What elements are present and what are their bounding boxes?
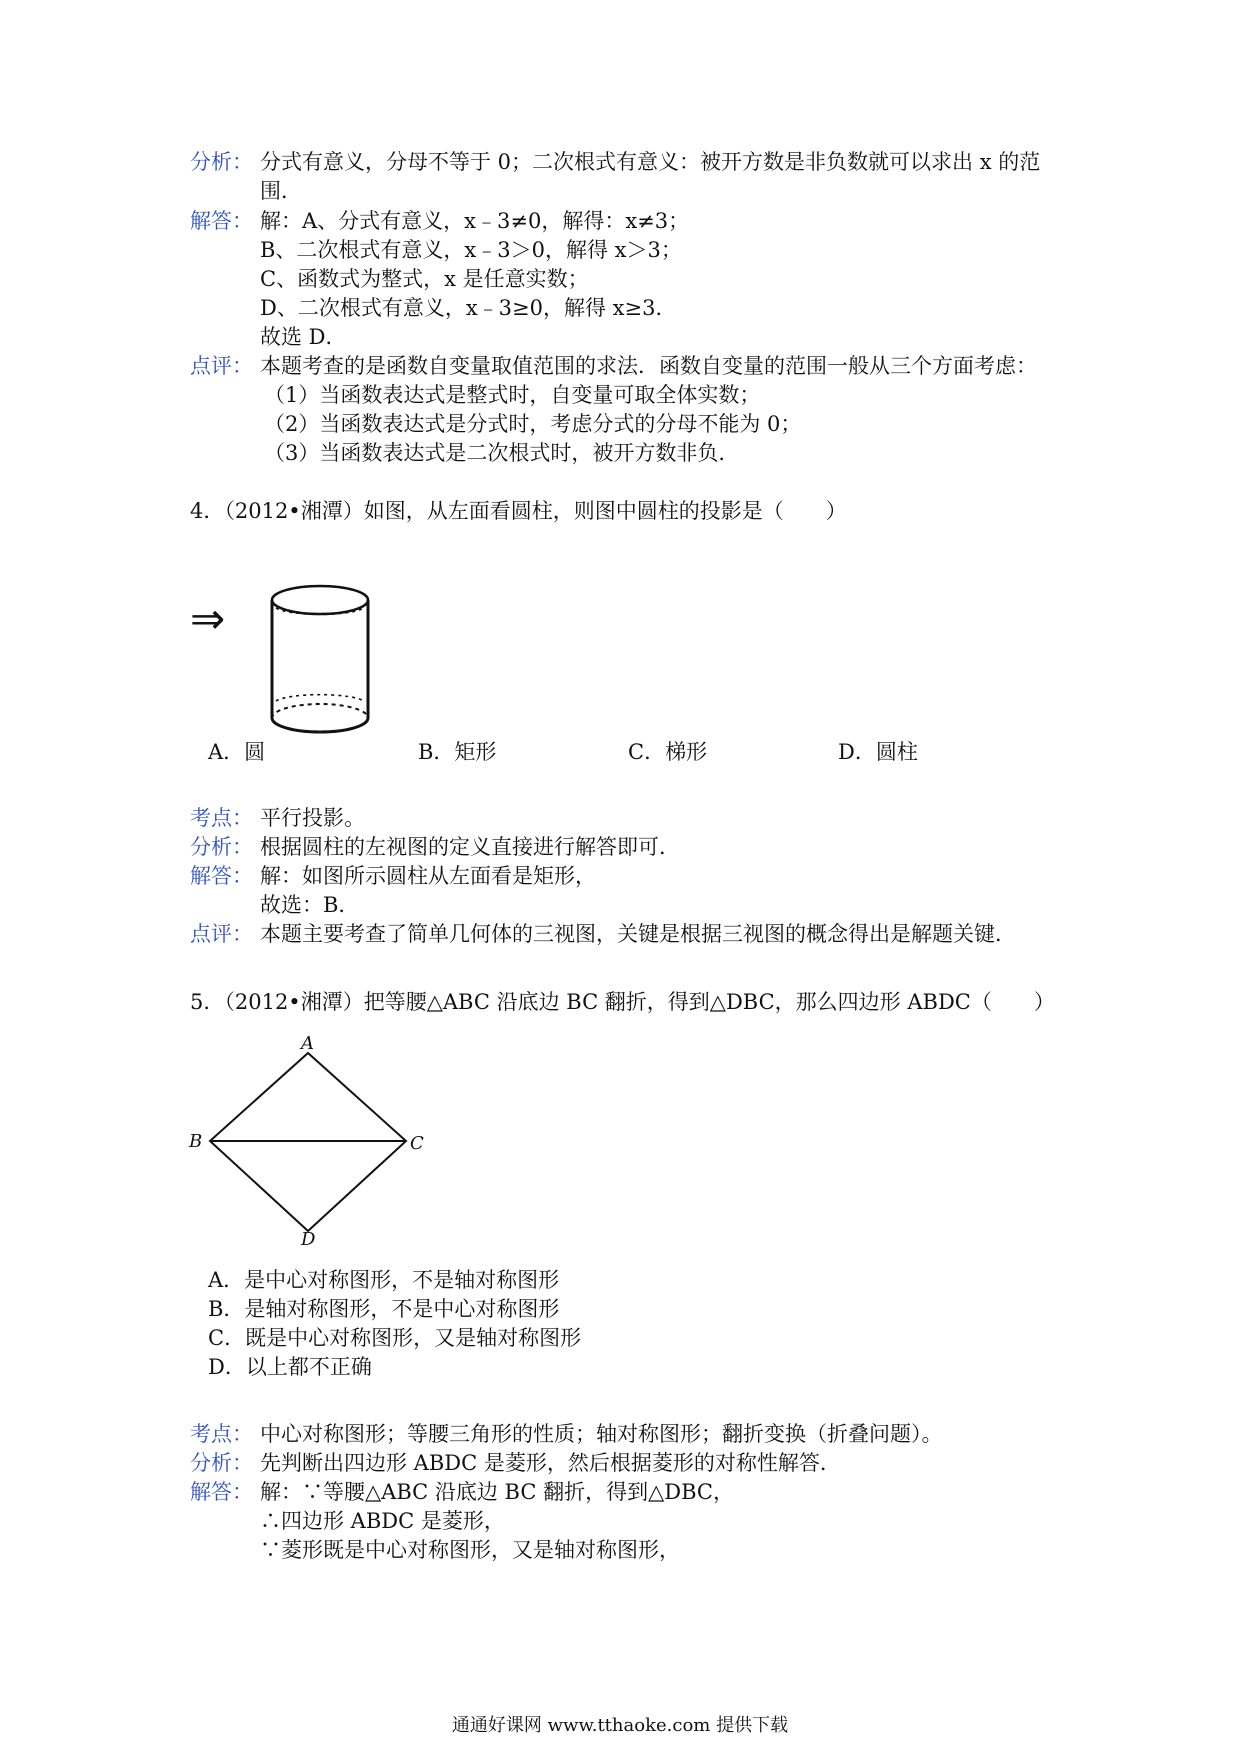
- question-5-text: 5．（2012•湘潭）把等腰△ABC 沿底边 BC 翻折，得到△DBC，那么四边形 ABDC（ ）: [190, 990, 1055, 1014]
- cylinder-figure: [262, 578, 378, 742]
- jieda-line: 解：∵等腰△ABC 沿底边 BC 翻折，得到△DBC，: [260, 1480, 734, 1504]
- q4-option-d: D．圆柱: [838, 740, 918, 764]
- cylinder-top-back: [272, 586, 368, 614]
- page-footer: 通通好课网 www.tthaoke.com 提供下载: [451, 1715, 789, 1736]
- cylinder-inner-mid-dashed: [276, 695, 364, 701]
- jieda-line: C、函数式为整式，x 是任意实数；: [260, 267, 589, 291]
- dianping-text: 本题主要考查了简单几何体的三视图，关键是根据三视图的概念得出是解题关键．: [260, 922, 1016, 946]
- dianping-label: 点评：: [190, 922, 253, 946]
- jieda-line: B、二次根式有意义，x﹣3＞0，解得 x＞3；: [260, 238, 682, 262]
- question-4-text: 4．（2012•湘潭）如图，从左面看圆柱，则图中圆柱的投影是（ ）: [190, 499, 847, 523]
- fenxi-label: 分析：: [190, 150, 253, 174]
- jieda-line: 解：如图所示圆柱从左面看是矩形，: [260, 864, 596, 888]
- q5-option-c: C．既是中心对称图形，又是轴对称图形: [208, 1326, 582, 1350]
- cylinder-bottom-front: [272, 718, 368, 732]
- double-arrow-icon: ⇒: [190, 594, 226, 643]
- dianping-line: 本题考查的是函数自变量取值范围的求法．函数自变量的范围一般从三个方面考虑：: [260, 354, 1037, 378]
- cylinder-bottom-back: [272, 704, 368, 718]
- vertex-label-c: C: [410, 1133, 424, 1154]
- vertex-label-a: A: [301, 1035, 314, 1054]
- fenxi-text-cont: 围．: [260, 179, 302, 203]
- fenxi-label: 分析：: [190, 1451, 253, 1475]
- fenxi-text: 分式有意义，分母不等于 0；二次根式有意义：被开方数是非负数就可以求出 x 的范: [260, 150, 1041, 174]
- dianping-label: 点评：: [190, 354, 253, 378]
- jieda-line: D、二次根式有意义，x﹣3≥0，解得 x≥3．: [260, 296, 677, 320]
- jieda-line: ∴四边形 ABDC 是菱形，: [260, 1509, 505, 1533]
- jieda-line: 故选 D．: [260, 325, 347, 349]
- jieda-label: 解答：: [190, 864, 253, 888]
- kaodian-label: 考点：: [190, 806, 253, 830]
- q4-option-c: C．梯形: [628, 740, 708, 764]
- jieda-line: 解：A、分式有意义，x﹣3≠0，解得：x≠3；: [260, 209, 690, 233]
- jieda-line: 故选：B．: [260, 893, 360, 917]
- fenxi-text: 先判断出四边形 ABDC 是菱形，然后根据菱形的对称性解答．: [260, 1451, 841, 1475]
- vertex-label-b: B: [189, 1131, 203, 1152]
- kaodian-text: 中心对称图形；等腰三角形的性质；轴对称图形；翻折变换（折叠问题）。: [260, 1422, 943, 1446]
- dianping-line: （1）当函数表达式是整式时，自变量可取全体实数；: [264, 383, 761, 407]
- fenxi-label: 分析：: [190, 835, 253, 859]
- kaodian-label: 考点：: [190, 1422, 253, 1446]
- dianping-line: （3）当函数表达式是二次根式时，被开方数非负．: [264, 441, 740, 465]
- jieda-line: ∵菱形既是中心对称图形，又是轴对称图形，: [260, 1538, 680, 1562]
- vertex-label-d: D: [301, 1229, 316, 1245]
- rhombus-figure: [185, 1035, 425, 1245]
- q5-option-b: B．是轴对称图形，不是中心对称图形: [208, 1297, 560, 1321]
- q5-option-d: D．以上都不正确: [208, 1355, 372, 1379]
- kaodian-text: 平行投影。: [260, 806, 365, 830]
- jieda-label: 解答：: [190, 1480, 253, 1504]
- dianping-line: （2）当函数表达式是分式时，考虑分式的分母不能为 0；: [264, 412, 802, 436]
- fenxi-text: 根据圆柱的左视图的定义直接进行解答即可．: [260, 835, 680, 859]
- jieda-label: 解答：: [190, 209, 253, 233]
- q4-option-a: A．圆: [208, 740, 266, 764]
- q4-option-b: B．矩形: [418, 740, 497, 764]
- q5-option-a: A．是中心对称图形，不是轴对称图形: [208, 1268, 560, 1292]
